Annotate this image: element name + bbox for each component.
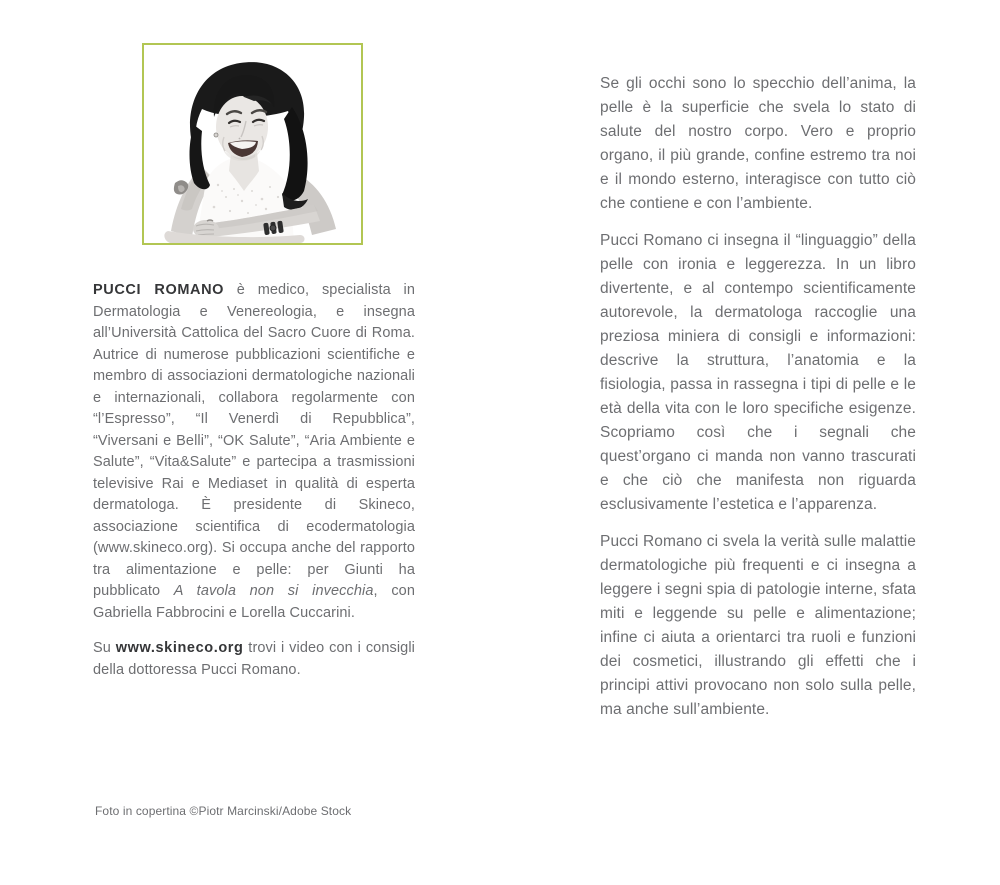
text-segment: è medico, specialista in Dermatologia e Venereologia, e insegna all’Università Cattolica del Sacro Cuore di Roma. Autrice di numerose pubblicazioni scientifiche e membro di associazioni dermatologiche nazionali e internazionali, collabora regolarmente con “l’Espresso”, “Il Venerdì di Repubblica”, “Viversani e Belli”, “OK Salute”, “Aria Ambiente e Salute”, “Vita&Salute” e partecipa a trasmissioni televisive Rai e Mediaset in qualità di esperta dermatologa. È presidente di Skineco, associazione scientifica di ecodermatologia (www.skineco.org). Si occupa anche del rapporto tra alimentazione e pelle: per Giunti ha pubblicato	[93, 282, 415, 599]
text-segment: Se gli occhi sono lo specchio dell’anima, la pelle è la superficie che svela lo stato di salute del nostro corpo. Vero e proprio organo, il più grande, confine estremo tra noi e il mondo esterno, interagisce con tutto ciò che contiene e con l’ambiente.	[600, 75, 916, 212]
intro-paragraph	[600, 72, 916, 216]
website-note-paragraph	[93, 638, 415, 681]
text-segment: PUCCI ROMANO	[93, 282, 225, 298]
right-column	[600, 72, 916, 722]
left-column	[93, 280, 415, 681]
bio-paragraph	[93, 280, 415, 624]
portrait-photo-frame	[142, 43, 363, 245]
book-contents-paragraph	[600, 530, 916, 722]
text-segment: www.skineco.org	[115, 640, 244, 656]
portrait-photo	[144, 45, 361, 243]
text-segment: trovi i video con i consigli della dottoressa Pucci Romano.	[93, 640, 415, 678]
book-description-paragraph	[600, 229, 916, 517]
text-segment: A tavola non si invecchia	[173, 583, 374, 599]
text-segment: Pucci Romano ci insegna il “linguaggio” della pelle con ironia e leggerezza. In un libro divertente, e al contempo scientificamente autorevole, la dermatologa raccoglie una preziosa miniera di consigli e informazioni: descrive la struttura, l’anatomia e la fisiologia, passa in rassegna i tipi di pelle e le età della vita con le loro specifiche esigenze. Scopriamo così che i segnali che quest’organo ci manda non vanno trascurati e che ciò che manifesta non riguarda esclusivamente l’estetica e l’apparenza.	[600, 232, 916, 513]
text-segment: , con Gabriella Fabbrocini e Lorella Cuccarini.	[93, 583, 415, 621]
text-segment: Su	[93, 640, 116, 656]
text-segment: Pucci Romano ci svela la verità sulle malattie dermatologiche più frequenti e ci insegna a leggere i segni spia di patologie interne, sfata miti e leggende su pelle e alimentazione; infine ci aiuta a orientarci tra ruoli e funzioni dei cosmetici, illustrando gli effetti che i principi attivi provocano non solo sulla pelle, ma anche sull’ambiente.	[600, 533, 916, 718]
photo-credit: Foto in copertina ©Piotr Marcinski/Adobe Stock	[95, 804, 352, 818]
